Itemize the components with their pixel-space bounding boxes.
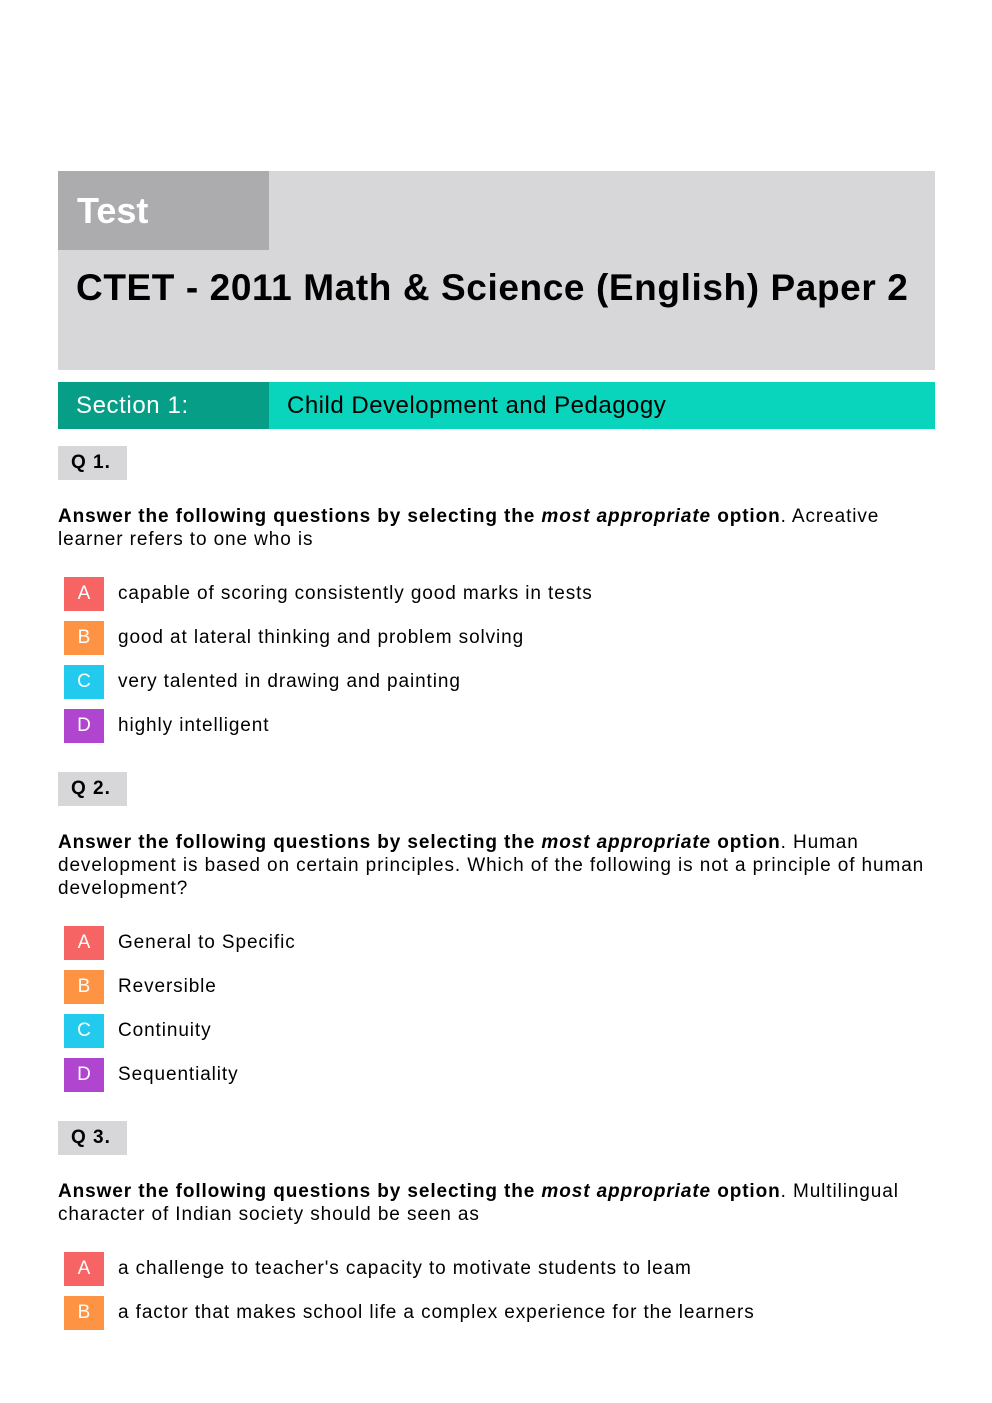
question-body: . Human development is based on certain principles. Which of the following is not a principle of human development? (58, 832, 925, 899)
paper-title: CTET - 2011 Math & Science (English) Paper 2 (76, 267, 909, 308)
answer-option[interactable] (64, 1014, 212, 1048)
instruction-lead: Answer the following questions by selecting the (58, 832, 542, 853)
instruction-emphasis: most appropriate (541, 832, 712, 853)
option-text: a factor that makes school life a complex experience for the learners (118, 1302, 755, 1323)
answer-option[interactable] (64, 1252, 692, 1286)
option-letter-badge: C (64, 1014, 104, 1048)
answer-option[interactable] (64, 1058, 239, 1092)
question-text (58, 505, 928, 551)
option-text: Reversible (118, 976, 217, 997)
option-letter-badge: B (64, 621, 104, 655)
answer-option[interactable] (64, 665, 461, 699)
test-tag: Test (58, 171, 269, 250)
answer-option[interactable] (64, 1296, 755, 1330)
option-letter-badge: A (64, 577, 104, 611)
option-text: a challenge to teacher's capacity to motivate students to leam (118, 1258, 692, 1279)
answer-option[interactable] (64, 577, 593, 611)
option-letter-badge: D (64, 1058, 104, 1092)
question-number: Q 2. (58, 772, 127, 806)
option-letter-badge: D (64, 709, 104, 743)
option-text: highly intelligent (118, 715, 270, 736)
answer-option[interactable] (64, 709, 269, 743)
instruction-tail: option (711, 1181, 781, 1202)
instruction-lead: Answer the following questions by selecting the (58, 506, 542, 527)
option-letter-badge: B (64, 970, 104, 1004)
question-text (58, 831, 928, 900)
section-label: Section 1: (58, 382, 269, 429)
option-text: very talented in drawing and painting (118, 671, 461, 692)
option-letter-badge: B (64, 1296, 104, 1330)
answer-option[interactable] (64, 926, 296, 960)
option-text: good at lateral thinking and problem solving (118, 627, 525, 648)
instruction-emphasis: most appropriate (541, 506, 712, 527)
answer-option[interactable] (64, 621, 524, 655)
option-text: capable of scoring consistently good marks in tests (118, 583, 593, 604)
question-text (58, 1180, 928, 1226)
section-bar (58, 382, 935, 429)
option-text: Continuity (118, 1020, 212, 1041)
option-letter-badge: A (64, 1252, 104, 1286)
section-name: Child Development and Pedagogy (287, 392, 667, 419)
option-letter-badge: A (64, 926, 104, 960)
option-text: General to Specific (118, 932, 296, 953)
instruction-lead: Answer the following questions by selecting the (58, 1181, 542, 1202)
option-letter-badge: C (64, 665, 104, 699)
instruction-emphasis: most appropriate (541, 1181, 712, 1202)
question-body: . Acreative learner refers to one who is (58, 506, 880, 550)
answer-option[interactable] (64, 970, 217, 1004)
question-number: Q 3. (58, 1121, 127, 1155)
question-number: Q 1. (58, 446, 127, 480)
test-header (58, 171, 935, 370)
question-body: . Multilingual character of Indian society should be seen as (58, 1181, 899, 1225)
instruction-tail: option (711, 506, 781, 527)
instruction-tail: option (711, 832, 781, 853)
option-text: Sequentiality (118, 1064, 239, 1085)
